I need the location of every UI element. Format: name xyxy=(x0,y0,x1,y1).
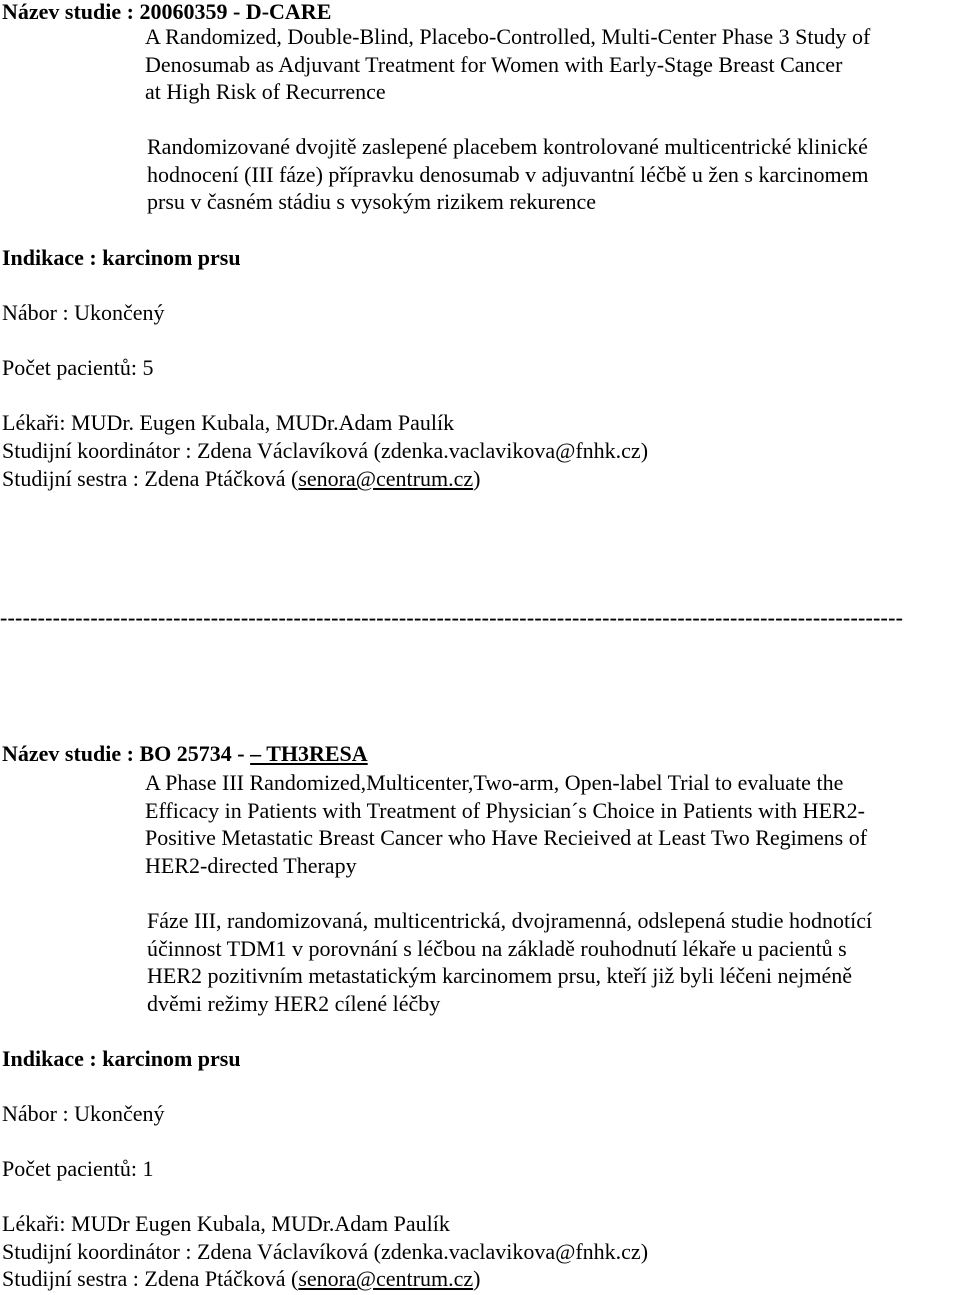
study1-czech-line: prsu v časném stádiu s vysokým rizikem rekurence xyxy=(147,189,597,214)
study2-czech-line: účinnost TDM1 v porovnání s léčbou na základě rouhodnutí lékaře u pacientů s xyxy=(147,935,847,961)
study2-english-line: A Phase III Randomized,Multicenter,Two-arm, Open-label Trial to evaluate the xyxy=(145,770,844,795)
study2-czech-line: dvěmi režimy HER2 cílené léčby xyxy=(147,990,441,1016)
study2-czech-line: Fáze III, randomizovaná, multicentrická, dvojramenná, odslepená studie hodnotící xyxy=(147,908,873,933)
section-divider: ------------------------------------------------------------------------------------------------------------------------ xyxy=(0,605,904,630)
study2-nurse xyxy=(2,1265,480,1293)
study2-english-line: HER2-directed Therapy xyxy=(145,852,357,878)
study2-nurse-prefix: Studijní sestra : Zdena Ptáčková ( xyxy=(2,1266,299,1291)
study2-nurse-suffix: ) xyxy=(473,1266,481,1291)
study2-nurse-email-link[interactable]: senora@centrum.cz xyxy=(298,1266,474,1291)
study2-title-name: – TH3RESA xyxy=(250,741,368,766)
study1-nurse-email-link[interactable]: senora@centrum.cz xyxy=(298,466,474,491)
study1-indication: Indikace : karcinom prsu xyxy=(2,245,241,270)
study1-title xyxy=(2,0,331,26)
study1-english-line: Denosumab as Adjuvant Treatment for Women with Early-Stage Breast Cancer xyxy=(145,51,843,77)
study2-czech-line: HER2 pozitivním metastatickým karcinomem prsu, kteří již byli léčeni nejméně xyxy=(147,963,853,988)
study1-doctors: Lékaři: MUDr. Eugen Kubala, MUDr.Adam Paulík xyxy=(2,410,455,435)
study1-title-label: Název studie : xyxy=(2,0,140,24)
study1-czech-line: Randomizované dvojitě zaslepené placebem kontrolované multicentrické klinické xyxy=(147,134,868,159)
study1-nurse-prefix: Studijní sestra : Zdena Ptáčková ( xyxy=(2,466,299,491)
study2-title-code: BO 25734 - xyxy=(139,741,251,766)
study2-recruitment: Nábor : Ukončený xyxy=(2,1101,165,1126)
study1-title-value: 20060359 - D-CARE xyxy=(139,0,332,24)
study1-english-title xyxy=(145,23,945,106)
study2-english-line: Efficacy in Patients with Treatment of Physician´s Choice in Patients with HER2- xyxy=(145,797,866,823)
study1-patients: Počet pacientů: 5 xyxy=(2,355,154,380)
study1-english-line: A Randomized, Double-Blind, Placebo-Controlled, Multi-Center Phase 3 Study of xyxy=(145,24,871,49)
study1-czech-title xyxy=(147,133,947,216)
study2-doctors: Lékaři: MUDr Eugen Kubala, MUDr.Adam Paulík xyxy=(2,1211,450,1236)
study1-recruitment: Nábor : Ukončený xyxy=(2,300,165,325)
study1-nurse xyxy=(2,465,480,493)
study2-czech-title xyxy=(147,907,947,1017)
study2-english-line: Positive Metastatic Breast Cancer who Have Recieived at Least Two Regimens of xyxy=(145,825,868,850)
study2-title-label: Název studie : xyxy=(2,741,140,766)
study1-czech-line: hodnocení (III fáze) přípravku denosumab v adjuvantní léčbě u žen s karcinomem xyxy=(147,161,869,187)
study1-english-line: at High Risk of Recurrence xyxy=(145,79,386,104)
study2-coordinator: Studijní koordinátor : Zdena Václavíková (zdenka.vaclavikova@fnhk.cz) xyxy=(2,1239,649,1264)
study2-indication: Indikace : karcinom prsu xyxy=(2,1046,241,1071)
study1-nurse-suffix: ) xyxy=(473,466,481,491)
study2-patients: Počet pacientů: 1 xyxy=(2,1156,154,1181)
study2-title xyxy=(2,740,368,768)
study2-english-title xyxy=(145,769,945,879)
study1-coordinator: Studijní koordinátor : Zdena Václavíková (zdenka.vaclavikova@fnhk.cz) xyxy=(2,438,649,463)
